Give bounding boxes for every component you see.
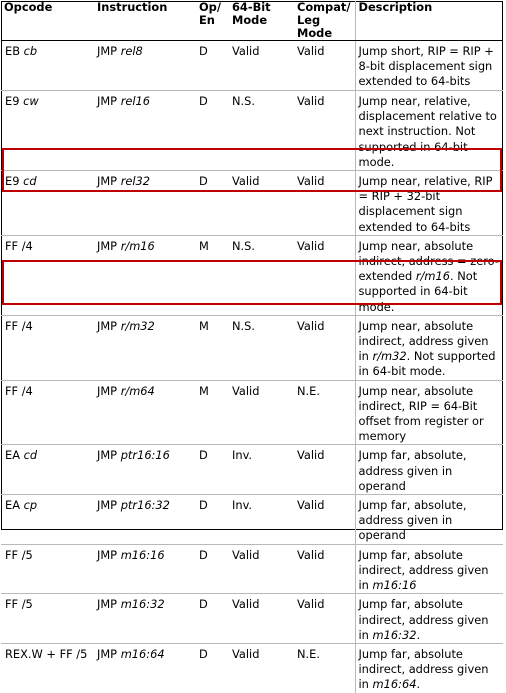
mode64-cell: N.S. [229,91,294,171]
opcode-text: EA [5,498,24,513]
compat-cell: Valid [294,544,355,594]
instruction-text: JMP [97,238,121,253]
description-cell: Jump far, absolute indirect, address given in m16:64. [355,643,503,692]
operand-term: m16:16 [372,578,417,593]
instruction-text: JMP [97,318,121,333]
opcode-text: FF /5 [5,597,33,612]
table-row [1,643,503,692]
operand-term: m16:64 [372,677,417,692]
col-header-64bit-mode: 64-Bit Mode [229,1,294,41]
instruction-operand: r/m32 [120,318,155,333]
instruction-operand: ptr16:32 [120,498,170,513]
instruction-operand: m16:64 [120,646,165,661]
instruction-text: JMP [97,547,121,562]
opcode-text: FF /4 [5,318,33,333]
open-cell: D [196,91,229,171]
description-cell: Jump near, relative, RIP = RIP + 32-bit displacement sign extended to 64-bits [355,171,503,236]
open-cell: M [196,235,229,315]
col-header-compat-mode: Compat/ Leg Mode [294,1,355,41]
instruction-text: JMP [97,448,121,463]
opcode-text: FF /4 [5,383,33,398]
compat-cell: Valid [294,41,355,91]
compat-cell: Valid [294,171,355,236]
table-row [1,445,503,495]
mode64-cell: Valid [229,380,294,445]
operand-term: r/m16 [415,269,450,284]
open-cell: D [196,445,229,495]
compat-cell: N.E. [294,380,355,445]
instruction-cell [94,495,196,545]
opcode-cell [1,594,94,644]
highlight-box-rm32 [2,260,502,305]
header-row [1,1,503,41]
opcode-cell [1,445,94,495]
instruction-operand: r/m64 [120,383,155,398]
mode64-cell: Inv. [229,445,294,495]
instruction-text: JMP [97,174,121,189]
mode64-cell: Valid [229,41,294,91]
opcode-text: FF /4 [5,238,33,253]
operand-term: m16:32 [372,627,417,642]
operand-term: r/m32 [372,349,407,364]
instruction-text: JMP [97,646,121,661]
mode64-cell: Valid [229,594,294,644]
instruction-operand: m16:16 [120,547,165,562]
mode64-cell: N.S. [229,235,294,315]
table-row [1,315,503,380]
col-header-instruction: Instruction [94,1,196,41]
description-cell: Jump near, absolute indirect, address = zero-extended r/m16. Not supported in 64-bit mode. [355,235,503,315]
instruction-cell [94,643,196,692]
instruction-operand: m16:32 [120,597,165,612]
mode64-cell: Inv. [229,495,294,545]
description-cell: Jump far, absolute, address given in operand [355,495,503,545]
compat-cell: Valid [294,315,355,380]
opcode-operand: cd [23,174,37,189]
description-cell: Jump far, absolute, address given in operand [355,445,503,495]
mode64-cell: N.S. [229,315,294,380]
description-cell: Jump short, RIP = RIP + 8-bit displacement sign extended to 64-bits [355,41,503,91]
opcode-text: E9 [5,174,24,189]
instruction-operand: rel16 [120,94,151,108]
instruction-cell [94,544,196,594]
instruction-cell [94,315,196,380]
table-row [1,41,503,91]
description-cell: Jump near, absolute indirect, RIP = 64-Bit offset from register or memory [355,380,503,445]
instruction-operand: r/m16 [120,238,155,253]
instruction-operand: ptr16:16 [120,448,170,463]
opcode-cell [1,41,94,91]
opcode-cell [1,315,94,380]
opcode-text: E9 [5,94,24,108]
open-cell: M [196,315,229,380]
compat-cell: Valid [294,91,355,171]
table-row [1,380,503,445]
compat-cell: Valid [294,445,355,495]
instruction-cell [94,41,196,91]
instruction-operand: rel8 [120,44,143,58]
opcode-operand: cb [23,44,38,58]
table-row [1,495,503,545]
instruction-text: JMP [97,44,121,58]
compat-cell: Valid [294,594,355,644]
opcode-text: EA [5,448,24,463]
open-cell: D [196,643,229,692]
table-row [1,594,503,644]
open-cell: D [196,41,229,91]
table-row [1,544,503,594]
opcode-text: EB [5,44,24,58]
instruction-text: JMP [97,498,121,513]
instruction-cell [94,445,196,495]
compat-cell: N.E. [294,643,355,692]
opcode-cell [1,643,94,692]
instruction-text: JMP [97,597,121,612]
opcode-cell [1,544,94,594]
instruction-operand: rel32 [120,174,151,189]
opcode-operand: cw [23,94,39,108]
instruction-cell [94,380,196,445]
instruction-cell [94,594,196,644]
mode64-cell: Valid [229,544,294,594]
description-cell: Jump far, absolute indirect, address given in m16:16 [355,544,503,594]
open-cell: D [196,544,229,594]
open-cell: D [196,171,229,236]
open-cell: M [196,380,229,445]
col-header-description: Description [355,1,503,41]
description-cell: Jump far, absolute indirect, address given in m16:32. [355,594,503,644]
compat-cell: Valid [294,495,355,545]
opcode-text: FF /5 [5,547,33,562]
col-header-open: Op/ En [196,1,229,41]
opcode-operand: cp [23,498,38,513]
opcode-cell [1,380,94,445]
description-cell: Jump near, absolute indirect, address given in r/m32. Not supported in 64-bit mode. [355,315,503,380]
instruction-text: JMP [97,94,121,108]
mode64-cell: Valid [229,643,294,692]
open-cell: D [196,594,229,644]
jmp-opcode-table [1,1,503,693]
open-cell: D [196,495,229,545]
opcode-text: REX.W + FF /5 [5,646,88,661]
highlight-box-rel32 [2,148,502,192]
col-header-opcode: Opcode [1,1,94,41]
mode64-cell: Valid [229,171,294,236]
opcode-cell [1,495,94,545]
opcode-operand: cd [23,448,38,463]
instruction-text: JMP [97,383,121,398]
description-cell: Jump near, relative, displacement relative to next instruction. Not supported in 64-bit mode. [355,91,503,171]
compat-cell: Valid [294,235,355,315]
